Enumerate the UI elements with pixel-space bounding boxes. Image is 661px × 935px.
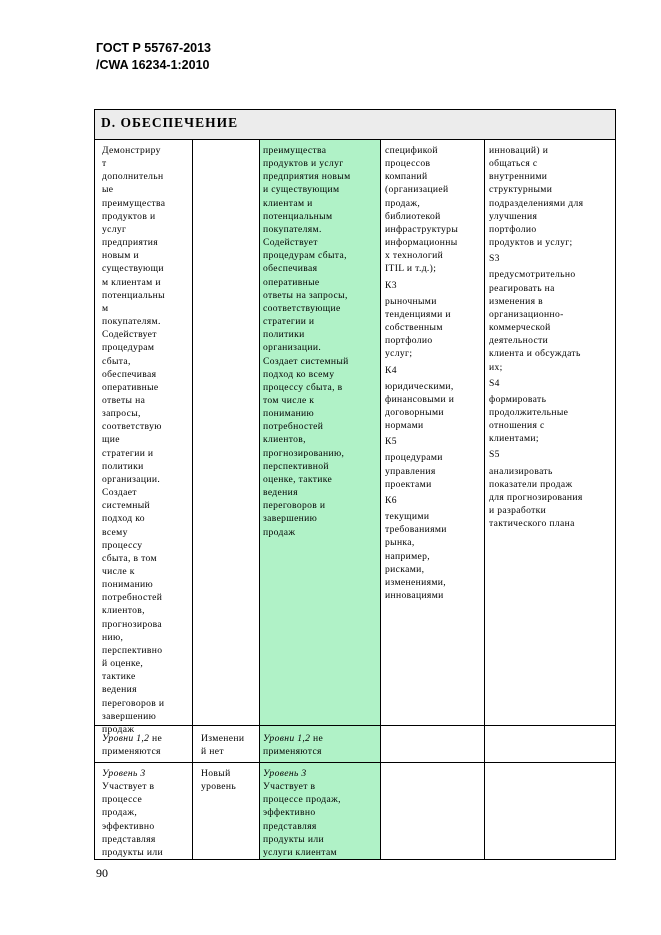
text-line: проектами [385, 478, 432, 490]
text-line: процессе продаж, [263, 794, 341, 806]
text-line: продукты или [102, 846, 163, 858]
text-line: клиентов, [263, 434, 306, 446]
text-line: ответы на запросы, [263, 289, 348, 301]
text-line: м клиентам и [102, 276, 161, 288]
text-line: тактике [102, 671, 136, 683]
text-line: клиентов, [102, 605, 145, 617]
text-line: подход ко всему [263, 368, 335, 380]
text-line: сбыта, в том [102, 552, 157, 564]
text-line: организационно- [489, 308, 564, 320]
text-line: всему [102, 526, 128, 538]
text-line: покупателям. [102, 316, 161, 328]
standard-code-cwa: /CWA 16234-1:2010 [96, 58, 210, 72]
text-line: дополнительн [102, 171, 164, 183]
standard-header [96, 40, 211, 74]
text-line: обеспечивая [263, 263, 318, 275]
text-line: продуктов и услуг [263, 158, 344, 170]
text-line: завершению [263, 513, 318, 525]
text-line: соответствующие [263, 302, 341, 314]
text-line: портфолио [489, 223, 537, 235]
text-line: продаж [102, 723, 135, 735]
text-line: покупателям. [263, 223, 322, 235]
row2-green-cell [263, 732, 379, 758]
text-line: потребностей [102, 592, 163, 604]
text-line: потенциальны [102, 289, 165, 301]
text-line: формировать [489, 393, 547, 405]
levels-label: Уровни 1,2 [102, 733, 150, 744]
text-line: Участвует в [102, 781, 155, 793]
text-line: ITIL и т.д.); [385, 263, 437, 275]
text-line: Содействует [102, 329, 157, 341]
change-text: уровень [201, 781, 237, 793]
text-line: политики [102, 460, 144, 472]
text-line: продаж, [385, 197, 421, 209]
text-line: подразделениями для [489, 197, 584, 209]
text-line: существующи [102, 263, 164, 275]
text-line: й оценке, [102, 658, 144, 670]
text-line: переговоров и [102, 697, 165, 709]
text-line: (организацией [385, 184, 449, 196]
text-line: организации. [102, 473, 161, 485]
text-line: организации. [263, 342, 322, 354]
text-line: предусмотрительно [489, 269, 576, 281]
text-line: перспективной [263, 460, 329, 472]
text-line: переговоров и [263, 500, 326, 512]
text-line: процедурами [385, 452, 443, 464]
change-text: й нет [201, 746, 224, 758]
text-line: т [102, 158, 107, 170]
text-line: ответы на [102, 394, 146, 406]
text-line: услуг [102, 223, 127, 235]
text-line: юридическими, [385, 380, 454, 392]
levels-label: Уровни 1,2 [263, 733, 311, 744]
text-line: продукты или [263, 833, 324, 845]
text-line: м [102, 302, 109, 314]
text-line: структурными [489, 184, 553, 196]
text-line: ведения [263, 487, 298, 499]
row1-skills-cell [489, 144, 615, 530]
text-line: отношения с [489, 420, 545, 432]
row3-level-cell [102, 767, 190, 859]
text-line: числе к [102, 566, 135, 577]
row3-green-cell [263, 767, 379, 859]
competence-table [94, 109, 616, 860]
text-line: потенциальным [263, 210, 333, 222]
text-line: Создает [102, 487, 137, 499]
page-number: 90 [96, 866, 108, 880]
text-line: потребностей [263, 421, 324, 433]
text-line: спецификой [385, 145, 438, 156]
text-line: оперативные [263, 276, 320, 288]
row3-change-cell [201, 767, 257, 793]
text-line: эффективно [263, 807, 316, 819]
text-line: управления [385, 465, 436, 477]
text-line: клиента и обсуждать [489, 348, 581, 360]
text-line: клиентам и [263, 197, 313, 209]
text-line: запросы, [102, 408, 141, 420]
text-line: преимущества [102, 197, 166, 209]
text-line: завершению [102, 710, 157, 722]
standard-code: ГОСТ Р 55767-2013 [96, 41, 212, 55]
text-line: прогнозирова [102, 618, 162, 630]
text-line: информационны [385, 237, 458, 249]
levels-text: применяются [263, 746, 322, 758]
text-line: S4 [489, 377, 500, 389]
text-line: продаж [263, 526, 296, 538]
text-line: компаний [385, 171, 428, 183]
text-line: услуг; [385, 348, 413, 360]
text-line: процессов [385, 158, 431, 170]
text-line: новым и [102, 250, 139, 262]
text-line: предприятия новым [263, 171, 351, 183]
text-line: изменениями, [385, 576, 446, 588]
text-line: продуктов и услуг; [489, 237, 573, 249]
text-line: реагировать на [489, 282, 555, 294]
text-line: системный [102, 500, 151, 512]
section-header [95, 110, 615, 140]
text-line: стратегии и [102, 447, 154, 459]
column-divider [380, 140, 381, 859]
text-line: обеспечивая [102, 368, 157, 380]
text-line: требованиями [385, 524, 447, 536]
text-line: портфолио [385, 335, 433, 347]
text-line: оценке, тактике [263, 473, 333, 485]
text-line: процедурам [102, 342, 155, 354]
text-line: подход ко [102, 513, 145, 525]
text-line: ведения [102, 684, 137, 696]
text-line: Содействует [263, 237, 318, 249]
text-line: договорными [385, 406, 444, 418]
text-line: тенденциями и [385, 308, 451, 320]
text-line: Демонстриру [102, 145, 161, 156]
text-line: деятельности [489, 335, 549, 347]
column-divider [259, 140, 260, 859]
text-line: пониманию [102, 579, 154, 591]
text-line: общаться с [489, 158, 538, 170]
text-line: стратегии и [263, 316, 315, 328]
text-line: S3 [489, 253, 500, 265]
text-line: К4 [385, 364, 397, 376]
text-line: текущими [385, 511, 430, 523]
text-line: соответствую [102, 421, 162, 433]
column-divider [484, 140, 485, 859]
change-text: Изменени [201, 733, 245, 744]
text-line: представляя [102, 833, 156, 845]
text-line: эффективно [102, 820, 155, 832]
text-line: пониманию [263, 408, 315, 420]
text-line: финансовыми и [385, 393, 455, 405]
text-line: улучшения [489, 210, 538, 222]
column-divider [192, 140, 193, 859]
text-line: ые [102, 184, 114, 196]
text-line: собственным [385, 322, 443, 334]
text-line: S5 [489, 449, 500, 461]
text-line: том числе к [263, 394, 315, 406]
text-line: Создает системный [263, 355, 349, 367]
text-line: процессу [102, 539, 143, 551]
text-line: щие [102, 434, 120, 446]
text-line: услуги клиентам [263, 846, 337, 858]
text-line: политики [263, 329, 305, 341]
text-line: продолжительные [489, 406, 569, 418]
text-line: и разработки [489, 505, 547, 517]
text-line: изменения в [489, 295, 543, 307]
row1-description-cell [102, 144, 190, 736]
text-line: рыночными [385, 295, 437, 307]
text-line: процедурам сбыта, [263, 250, 347, 262]
text-line: рынка, [385, 537, 415, 549]
text-line: показатели продаж [489, 478, 573, 490]
text-line: продуктов и [102, 210, 156, 222]
levels-text: применяются [102, 746, 161, 758]
text-line: и существующим [263, 184, 340, 196]
text-line: представляя [263, 820, 317, 832]
text-line: К6 [385, 494, 397, 506]
change-text: Новый [201, 768, 231, 779]
text-line: их; [489, 361, 503, 373]
level-label: Уровень 3 [102, 768, 146, 779]
text-line: инфраструктуры [385, 223, 459, 235]
text-line: процессе [102, 794, 143, 806]
text-line: К3 [385, 279, 397, 291]
text-line: рисками, [385, 563, 425, 575]
text-line: х технологий [385, 250, 444, 262]
text-line: сбыта, [102, 355, 131, 367]
text-line: коммерческой [489, 322, 551, 334]
section-title: D. ОБЕСПЕЧЕНИЕ [101, 115, 239, 130]
text-line: нормами [385, 420, 424, 432]
row2-change-cell [201, 732, 257, 758]
row-divider [95, 762, 615, 763]
row1-green-cell [263, 144, 379, 539]
text-line: тактического плана [489, 518, 575, 530]
text-line: предприятия [102, 237, 159, 249]
text-line: например, [385, 550, 431, 562]
text-line: прогнозированию, [263, 447, 345, 459]
text-line: для прогнозирования [489, 491, 583, 503]
text-line: К5 [385, 436, 397, 448]
text-line: продаж, [102, 807, 138, 819]
text-line: инноваций) и [489, 145, 549, 156]
text-line: Участвует в [263, 781, 316, 793]
text-line: нию, [102, 631, 124, 643]
text-line: инновациями [385, 590, 444, 601]
row2-levels-cell [102, 732, 190, 758]
text-line: анализировать [489, 465, 553, 477]
text-line: оперативные [102, 381, 159, 393]
levels-text: не [313, 733, 324, 744]
level-label: Уровень 3 [263, 768, 307, 779]
row1-knowledge-cell [385, 144, 483, 602]
text-line: внутренними [489, 171, 548, 183]
text-line: библиотекой [385, 210, 441, 222]
text-line: преимущества [263, 145, 327, 156]
levels-text: не [152, 733, 163, 744]
text-line: процессу сбыта, в [263, 381, 343, 393]
text-line: клиентами; [489, 433, 539, 445]
text-line: перспективно [102, 644, 163, 656]
